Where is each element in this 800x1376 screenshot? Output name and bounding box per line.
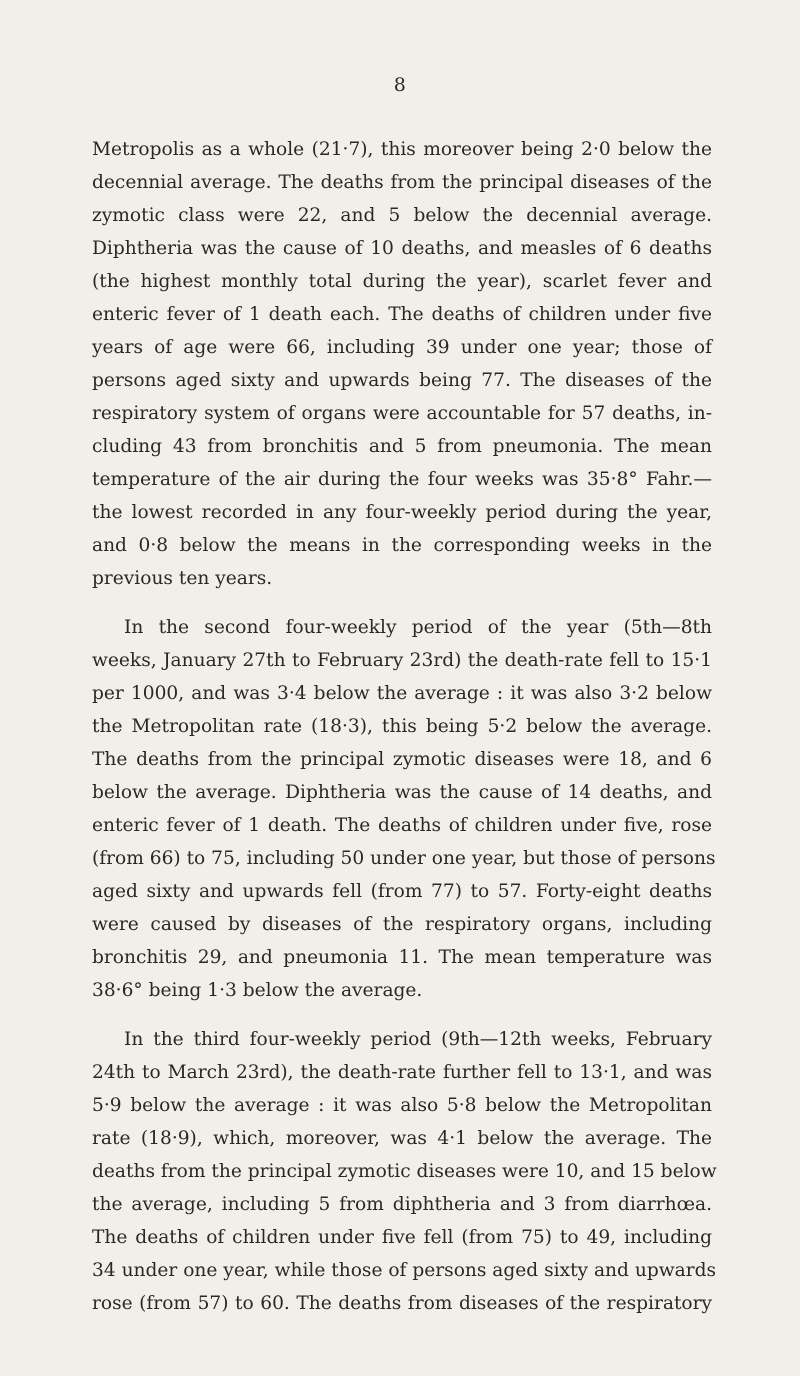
text-line: The deaths of children under five fell (from 75) to 49, including xyxy=(92,1227,712,1248)
text-line: 5·9 below the average : it was also 5·8 below the Metropolitan xyxy=(92,1095,712,1116)
text-line: previous ten years. xyxy=(92,568,273,589)
text-line: (the highest monthly total during the year), scarlet fever and xyxy=(92,271,712,292)
text-line: enteric fever of 1 death. The deaths of children under five, rose xyxy=(92,815,712,836)
text-line: 34 under one year, while those of persons aged sixty and upwards xyxy=(92,1260,717,1281)
text-line: (from 66) to 75, including 50 under one year, but those of persons xyxy=(92,848,716,869)
text-line: weeks, January 27th to February 23rd) the death-rate fell to 15·1 xyxy=(92,650,712,671)
text-line: rose (from 57) to 60. The deaths from diseases of the respiratory xyxy=(92,1293,712,1314)
text-line: the Metropolitan rate (18·3), this being 5·2 below the average. xyxy=(92,716,712,737)
text-line: enteric fever of 1 death each. The deaths of children under five xyxy=(92,304,712,325)
text-line: per 1000, and was 3·4 below the average : it was also 3·2 below xyxy=(92,683,712,704)
paragraph-gap xyxy=(92,1007,712,1023)
text-line: Diphtheria was the cause of 10 deaths, and measles of 6 deaths xyxy=(92,238,712,259)
text-line: In the second four-weekly period of the year (5th—8th xyxy=(124,617,712,638)
text-line: the average, including 5 from diphtheria and 3 from diarrhœa. xyxy=(92,1194,712,1215)
text-line: Metropolis as a whole (21·7), this moreover being 2·0 below the xyxy=(92,139,712,160)
text-line: deaths from the principal zymotic diseases were 10, and 15 below xyxy=(92,1161,717,1182)
text-line: The deaths from the principal zymotic diseases were 18, and 6 xyxy=(92,749,712,770)
text-line: In the third four-weekly period (9th—12th weeks, February xyxy=(124,1029,712,1050)
body-text xyxy=(92,133,717,1320)
paragraph-gap xyxy=(92,595,712,611)
paragraph-1 xyxy=(92,133,712,595)
text-line: respiratory system of organs were accountable for 57 deaths, in- xyxy=(92,403,712,424)
text-line: below the average. Diphtheria was the cause of 14 deaths, and xyxy=(92,782,712,803)
text-line: cluding 43 from bronchitis and 5 from pneumonia. The mean xyxy=(92,436,712,457)
text-line: temperature of the air during the four weeks was 35·8° Fahr.— xyxy=(92,469,712,490)
text-line: 24th to March 23rd), the death-rate further fell to 13·1, and was xyxy=(92,1062,712,1083)
text-line: the lowest recorded in any four-weekly period during the year, xyxy=(92,502,712,523)
text-line: aged sixty and upwards fell (from 77) to 57. Forty-eight deaths xyxy=(92,881,712,902)
text-line: zymotic class were 22, and 5 below the decennial average. xyxy=(92,205,712,226)
text-line: 38·6° being 1·3 below the average. xyxy=(92,980,423,1001)
text-line: and 0·8 below the means in the corresponding weeks in the xyxy=(92,535,712,556)
text-line: decennial average. The deaths from the principal diseases of the xyxy=(92,172,712,193)
paragraph-2 xyxy=(92,611,716,1007)
text-line: bronchitis 29, and pneumonia 11. The mean temperature was xyxy=(92,947,712,968)
text-line: were caused by diseases of the respiratory organs, including xyxy=(92,914,712,935)
text-line: years of age were 66, including 39 under one year; those of xyxy=(92,337,712,358)
text-line: rate (18·9), which, moreover, was 4·1 below the average. The xyxy=(92,1128,712,1149)
text-line: persons aged sixty and upwards being 77. The diseases of the xyxy=(92,370,712,391)
page-number: 8 xyxy=(393,74,407,96)
paragraph-3 xyxy=(92,1023,717,1320)
